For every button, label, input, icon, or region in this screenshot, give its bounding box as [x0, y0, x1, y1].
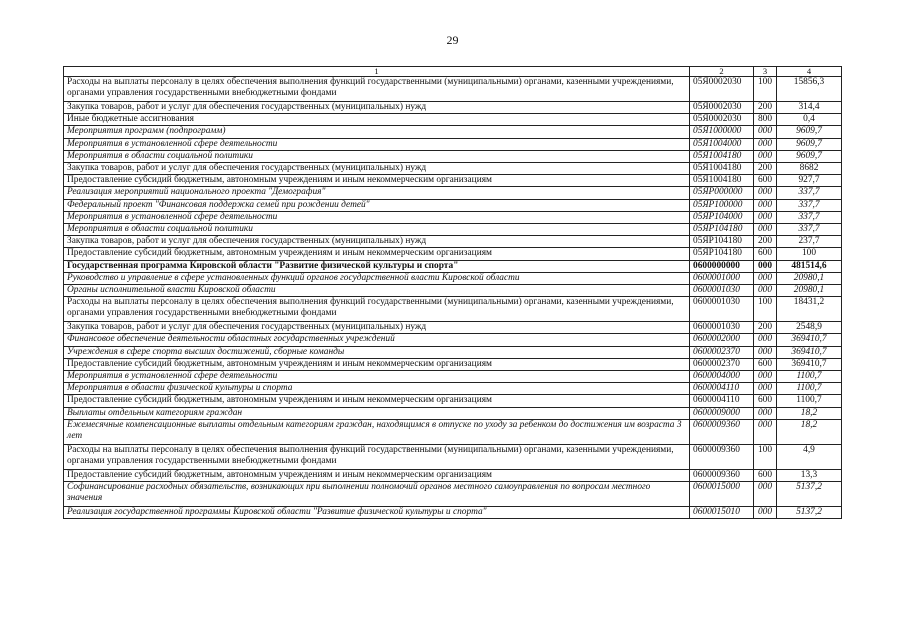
table-row: [64, 272, 842, 284]
row-name-cell: Мероприятия в установленной сфере деятельности: [64, 211, 690, 223]
row-code-cell: 0600001030: [690, 322, 754, 334]
row-sum-cell: 1100,7: [777, 371, 842, 383]
table-row: [64, 444, 842, 469]
row-code-cell: 05ЯР104180: [690, 224, 754, 236]
row-sum-cell: 337,7: [777, 187, 842, 199]
row-sum-cell: 337,7: [777, 211, 842, 223]
row-sum-cell: 369410,7: [777, 346, 842, 358]
row-code-cell: 05ЯР104000: [690, 211, 754, 223]
row-code-cell: 0600004000: [690, 371, 754, 383]
row-sum-cell: 237,7: [777, 236, 842, 248]
row-type-cell: 600: [754, 248, 777, 260]
row-code-cell: 0600009360: [690, 419, 754, 444]
row-name-cell: Предоставление субсидий бюджетным, автономным учреждениям и иным некоммерческим организациям: [64, 175, 690, 187]
row-name-cell: Предоставление субсидий бюджетным, автономным учреждениям и иным некоммерческим организациям: [64, 469, 690, 481]
row-sum-cell: 9609,7: [777, 150, 842, 162]
row-type-cell: 000: [754, 138, 777, 150]
row-code-cell: 0600002370: [690, 358, 754, 370]
row-name-cell: Мероприятия в установленной сфере деятельности: [64, 371, 690, 383]
table-row: [64, 150, 842, 162]
row-code-cell: 0600015010: [690, 507, 754, 519]
table-row: [64, 187, 842, 199]
row-sum-cell: 369410,7: [777, 334, 842, 346]
row-sum-cell: 13,3: [777, 469, 842, 481]
row-sum-cell: 100: [777, 248, 842, 260]
row-name-cell: Закупка товаров, работ и услуг для обеспечения государственных (муниципальных) нужд: [64, 163, 690, 175]
row-name-cell: Государственная программа Кировской области "Развитие физической культуры и спорта": [64, 260, 690, 272]
row-sum-cell: 18431,2: [777, 297, 842, 322]
row-sum-cell: 314,4: [777, 102, 842, 114]
row-sum-cell: 8682: [777, 163, 842, 175]
row-type-cell: 000: [754, 199, 777, 211]
row-type-cell: 000: [754, 482, 777, 507]
row-code-cell: 05Я1004180: [690, 175, 754, 187]
table-row: [64, 346, 842, 358]
row-type-cell: 200: [754, 236, 777, 248]
row-sum-cell: 9609,7: [777, 138, 842, 150]
table-row: [64, 395, 842, 407]
row-type-cell: 000: [754, 150, 777, 162]
row-type-cell: 000: [754, 346, 777, 358]
row-name-cell: Расходы на выплаты персоналу в целях обеспечения выполнения функций государственными (муниципальными) органами, казенными учреждениями, органами управления государственными внебюджетными фондами: [64, 444, 690, 469]
row-code-cell: 0600001030: [690, 297, 754, 322]
row-sum-cell: 18,2: [777, 419, 842, 444]
table-row: [64, 102, 842, 114]
row-name-cell: Реализация мероприятий национального проекта "Демография": [64, 187, 690, 199]
table-header-row: [64, 67, 842, 77]
row-type-cell: 600: [754, 175, 777, 187]
row-name-cell: Предоставление субсидий бюджетным, автономным учреждениям и иным некоммерческим организациям: [64, 248, 690, 260]
row-code-cell: 05Я1004180: [690, 150, 754, 162]
table-row: [64, 126, 842, 138]
table-row: [64, 260, 842, 272]
row-name-cell: Органы исполнительной власти Кировской области: [64, 285, 690, 297]
row-name-cell: Мероприятия в области социальной политики: [64, 224, 690, 236]
row-code-cell: 05ЯР104180: [690, 236, 754, 248]
row-code-cell: 0600000000: [690, 260, 754, 272]
row-sum-cell: 927,7: [777, 175, 842, 187]
table-row: [64, 407, 842, 419]
row-name-cell: Мероприятия в установленной сфере деятельности: [64, 138, 690, 150]
table-row: [64, 224, 842, 236]
row-sum-cell: 2548,9: [777, 322, 842, 334]
row-code-cell: 05ЯР104180: [690, 248, 754, 260]
row-type-cell: 000: [754, 419, 777, 444]
row-type-cell: 100: [754, 77, 777, 102]
row-name-cell: Реализация государственной программы Кировской области "Развитие физической культуры и спорта": [64, 507, 690, 519]
table-row: [64, 248, 842, 260]
row-name-cell: Предоставление субсидий бюджетным, автономным учреждениям и иным некоммерческим организациям: [64, 395, 690, 407]
header-col-type: 3: [754, 67, 777, 77]
row-name-cell: Иные бюджетные ассигнования: [64, 114, 690, 126]
table-row: [64, 297, 842, 322]
row-name-cell: Расходы на выплаты персоналу в целях обеспечения выполнения функций государственными (муниципальными) органами, казенными учреждениями, органами управления государственными внебюджетными фондами: [64, 77, 690, 102]
row-type-cell: 000: [754, 272, 777, 284]
row-name-cell: Финансовое обеспечение деятельности областных государственных учреждений: [64, 334, 690, 346]
row-code-cell: 0600004110: [690, 395, 754, 407]
row-sum-cell: 1100,7: [777, 395, 842, 407]
row-type-cell: 000: [754, 224, 777, 236]
budget-table: [63, 66, 842, 519]
row-code-cell: 0600009360: [690, 469, 754, 481]
row-type-cell: 600: [754, 395, 777, 407]
row-type-cell: 600: [754, 469, 777, 481]
row-code-cell: 0600004110: [690, 383, 754, 395]
row-type-cell: 000: [754, 507, 777, 519]
row-name-cell: Софинансирование расходных обязательств, возникающих при выполнении полномочий органов местного самоуправления по вопросам местного значения: [64, 482, 690, 507]
row-type-cell: 100: [754, 297, 777, 322]
row-name-cell: Закупка товаров, работ и услуг для обеспечения государственных (муниципальных) нужд: [64, 102, 690, 114]
row-code-cell: 05Я1000000: [690, 126, 754, 138]
row-name-cell: Предоставление субсидий бюджетным, автономным учреждениям и иным некоммерческим организациям: [64, 358, 690, 370]
row-name-cell: Мероприятия программ (подпрограмм): [64, 126, 690, 138]
row-sum-cell: 18,2: [777, 407, 842, 419]
row-type-cell: 200: [754, 163, 777, 175]
row-code-cell: 0600009000: [690, 407, 754, 419]
table-row: [64, 507, 842, 519]
row-name-cell: Расходы на выплаты персоналу в целях обеспечения выполнения функций государственными (муниципальными) органами, казенными учреждениями, органами управления государственными внебюджетными фондами: [64, 297, 690, 322]
table-row: [64, 285, 842, 297]
page-number: 29: [446, 33, 459, 47]
row-sum-cell: 9609,7: [777, 126, 842, 138]
table-row: [64, 469, 842, 481]
table-row: [64, 175, 842, 187]
row-sum-cell: 20980,1: [777, 272, 842, 284]
row-type-cell: 000: [754, 407, 777, 419]
row-sum-cell: 5137,2: [777, 482, 842, 507]
row-name-cell: Ежемесячные компенсационные выплаты отдельным категориям граждан, находящимся в отпуске по уходу за ребенком до достижения им возраста 3 лет: [64, 419, 690, 444]
row-name-cell: Федеральный проект "Финансовая поддержка семей при рождении детей": [64, 199, 690, 211]
row-type-cell: 000: [754, 334, 777, 346]
header-col-sum: 4: [777, 67, 842, 77]
row-code-cell: 0600015000: [690, 482, 754, 507]
table-body: [64, 77, 842, 519]
row-sum-cell: 5137,2: [777, 507, 842, 519]
row-sum-cell: 0,4: [777, 114, 842, 126]
table-row: [64, 419, 842, 444]
row-sum-cell: 337,7: [777, 199, 842, 211]
row-sum-cell: 369410,7: [777, 358, 842, 370]
row-type-cell: 100: [754, 444, 777, 469]
row-type-cell: 000: [754, 126, 777, 138]
row-type-cell: 000: [754, 285, 777, 297]
table-row: [64, 358, 842, 370]
row-sum-cell: 337,7: [777, 224, 842, 236]
row-code-cell: 0600002370: [690, 346, 754, 358]
row-code-cell: 0600001030: [690, 285, 754, 297]
row-code-cell: 0600009360: [690, 444, 754, 469]
table-row: [64, 211, 842, 223]
row-name-cell: Закупка товаров, работ и услуг для обеспечения государственных (муниципальных) нужд: [64, 322, 690, 334]
row-type-cell: 000: [754, 383, 777, 395]
row-name-cell: Выплаты отдельным категориям граждан: [64, 407, 690, 419]
table-row: [64, 236, 842, 248]
row-code-cell: 05Я1004180: [690, 163, 754, 175]
row-code-cell: 05Я1004000: [690, 138, 754, 150]
header-col-name: 1: [64, 67, 690, 77]
table-row: [64, 482, 842, 507]
row-sum-cell: 4,9: [777, 444, 842, 469]
row-code-cell: 05ЯР000000: [690, 187, 754, 199]
row-type-cell: 200: [754, 102, 777, 114]
row-code-cell: 05Я0002030: [690, 114, 754, 126]
row-name-cell: Закупка товаров, работ и услуг для обеспечения государственных (муниципальных) нужд: [64, 236, 690, 248]
table-row: [64, 138, 842, 150]
row-name-cell: Учреждения в сфере спорта высших достижений, сборные команды: [64, 346, 690, 358]
row-type-cell: 200: [754, 322, 777, 334]
row-sum-cell: 1100,7: [777, 383, 842, 395]
table-row: [64, 322, 842, 334]
row-code-cell: 0600002000: [690, 334, 754, 346]
row-code-cell: 0600001000: [690, 272, 754, 284]
row-sum-cell: 20980,1: [777, 285, 842, 297]
row-type-cell: 000: [754, 187, 777, 199]
row-name-cell: Мероприятия в области социальной политики: [64, 150, 690, 162]
row-code-cell: 05Я0002030: [690, 102, 754, 114]
row-type-cell: 800: [754, 114, 777, 126]
row-code-cell: 05ЯР100000: [690, 199, 754, 211]
row-code-cell: 05Я0002030: [690, 77, 754, 102]
row-type-cell: 000: [754, 371, 777, 383]
table-row: [64, 114, 842, 126]
row-sum-cell: 15856,3: [777, 77, 842, 102]
table-row: [64, 371, 842, 383]
table-row: [64, 334, 842, 346]
row-type-cell: 000: [754, 211, 777, 223]
header-col-code: 2: [690, 67, 754, 77]
table-row: [64, 77, 842, 102]
row-name-cell: Руководство и управление в сфере установленных функций органов государственной власти Кировской области: [64, 272, 690, 284]
row-type-cell: 600: [754, 358, 777, 370]
table-row: [64, 163, 842, 175]
table-row: [64, 383, 842, 395]
table-row: [64, 199, 842, 211]
row-sum-cell: 481514,6: [777, 260, 842, 272]
row-name-cell: Мероприятия в области физической культуры и спорта: [64, 383, 690, 395]
row-type-cell: 000: [754, 260, 777, 272]
